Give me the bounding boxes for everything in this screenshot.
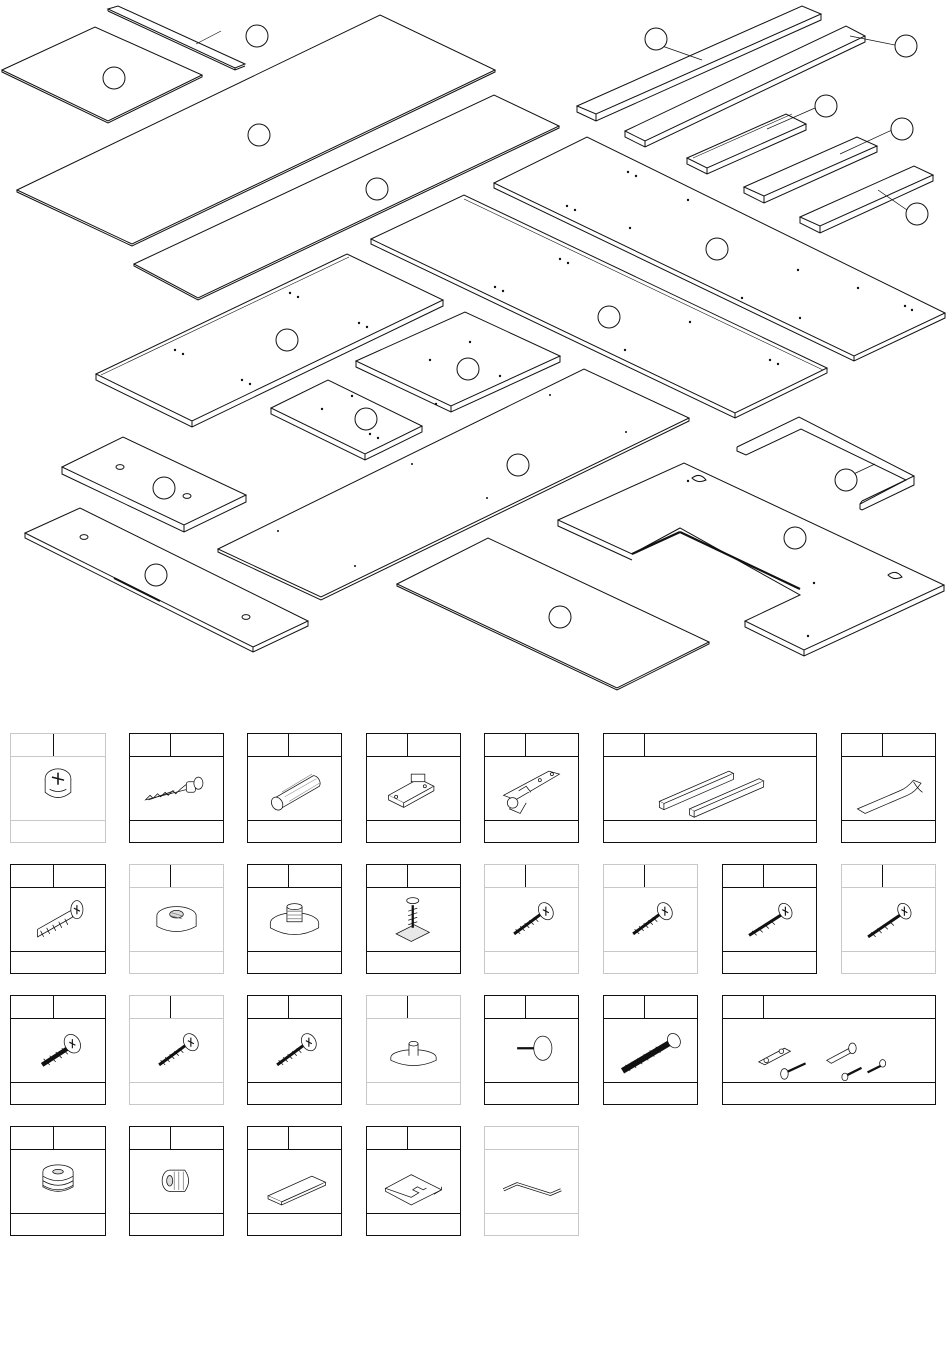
callout-panel-05 bbox=[645, 28, 667, 50]
panel-side-left bbox=[96, 254, 443, 427]
hardware-item-13 bbox=[603, 864, 698, 974]
hardware-code-cell bbox=[485, 996, 578, 1019]
hardware-item-4 bbox=[366, 733, 461, 843]
hardware-code-cell bbox=[723, 865, 816, 888]
hardware-qty-cell bbox=[11, 1213, 105, 1235]
hardware-qty-cell bbox=[485, 1082, 578, 1104]
wall-anchor-kit-icon bbox=[723, 1018, 935, 1083]
hardware-qty-cell bbox=[11, 820, 105, 842]
cam-lock-icon bbox=[11, 756, 105, 821]
hardware-item-6 bbox=[603, 733, 817, 843]
cabinet-hinge-icon bbox=[485, 756, 578, 821]
hardware-item-17 bbox=[129, 995, 224, 1105]
hardware-item-14 bbox=[722, 864, 817, 974]
hardware-qty-cell bbox=[130, 951, 223, 973]
hardware-item-15 bbox=[841, 864, 936, 974]
hardware-code-cell bbox=[842, 865, 935, 888]
hardware-qty-cell bbox=[248, 820, 341, 842]
hardware-qty-cell bbox=[604, 1082, 697, 1104]
callout-panel-03 bbox=[248, 124, 270, 146]
insert-nut-icon bbox=[130, 1149, 223, 1214]
hardware-qty-cell bbox=[248, 1082, 341, 1104]
hardware-item-21 bbox=[603, 995, 698, 1105]
hardware-code-cell bbox=[367, 996, 460, 1019]
hardware-item-26 bbox=[366, 1126, 461, 1236]
hardware-code-cell bbox=[130, 996, 223, 1019]
hardware-code-cell bbox=[248, 865, 341, 888]
hardware-qty-cell bbox=[130, 820, 223, 842]
hardware-qty-cell bbox=[485, 1213, 578, 1235]
hardware-code-cell bbox=[485, 865, 578, 888]
hardware-item-20 bbox=[484, 995, 579, 1105]
hardware-code-cell bbox=[248, 734, 341, 757]
hardware-item-22 bbox=[722, 995, 936, 1105]
panel-shelf-small bbox=[271, 380, 422, 460]
hardware-code-cell bbox=[11, 865, 105, 888]
hardware-code-cell bbox=[130, 734, 223, 757]
cam-bolt-icon bbox=[130, 756, 223, 821]
hardware-code-cell bbox=[604, 734, 816, 757]
hardware-code-cell bbox=[248, 996, 341, 1019]
hardware-item-2 bbox=[129, 733, 224, 843]
hardware-code-cell bbox=[485, 734, 578, 757]
hex-key-icon bbox=[485, 1149, 578, 1214]
hardware-item-23 bbox=[10, 1126, 106, 1236]
hardware-qty-cell bbox=[842, 951, 935, 973]
hardware-item-9 bbox=[129, 864, 224, 974]
hardware-code-cell bbox=[485, 1127, 578, 1150]
callout-panel-01 bbox=[246, 25, 268, 47]
knob-icon bbox=[485, 1018, 578, 1083]
callout-panel-06 bbox=[895, 35, 917, 57]
flat-head-screw-icon bbox=[723, 887, 816, 952]
hardware-qty-cell bbox=[723, 1082, 935, 1104]
callout-panel-10 bbox=[706, 238, 728, 260]
hardware-qty-cell bbox=[842, 820, 935, 842]
short-flat-head-screw-icon bbox=[11, 1018, 105, 1083]
hardware-qty-cell bbox=[485, 820, 578, 842]
callout-panel-17 bbox=[507, 454, 529, 476]
hardware-code-cell bbox=[604, 996, 697, 1019]
callout-panel-14 bbox=[355, 408, 377, 430]
hardware-code-cell bbox=[604, 865, 697, 888]
panel-corner-brace bbox=[737, 417, 914, 510]
hardware-code-cell bbox=[11, 1127, 105, 1150]
hardware-code-cell bbox=[130, 865, 223, 888]
hardware-item-8 bbox=[10, 864, 106, 974]
hardware-qty-cell bbox=[248, 951, 341, 973]
callout-panel-12 bbox=[276, 329, 298, 351]
hardware-code-cell bbox=[367, 734, 460, 757]
hinge-plate-icon bbox=[367, 756, 460, 821]
pan-head-screw-icon bbox=[485, 887, 578, 952]
hardware-item-3 bbox=[247, 733, 342, 843]
callout-panel-15 bbox=[153, 477, 175, 499]
callout-panel-02 bbox=[103, 67, 125, 89]
hardware-qty-cell bbox=[604, 951, 697, 973]
hardware-item-11 bbox=[366, 864, 461, 974]
screw-with-pad-icon bbox=[367, 887, 460, 952]
hardware-qty-cell bbox=[367, 820, 460, 842]
hardware-code-cell bbox=[723, 996, 935, 1019]
callout-panel-11 bbox=[598, 306, 620, 328]
hardware-code-cell bbox=[11, 996, 105, 1019]
callout-panel-19 bbox=[784, 527, 806, 549]
hardware-qty-cell bbox=[367, 1082, 460, 1104]
hardware-qty-cell bbox=[485, 951, 578, 973]
hardware-qty-cell bbox=[11, 1082, 105, 1104]
hardware-code-cell bbox=[248, 1127, 341, 1150]
hardware-qty-cell bbox=[248, 1213, 341, 1235]
callout-panel-16 bbox=[145, 564, 167, 586]
callout-panel-04 bbox=[366, 178, 388, 200]
hardware-code-cell bbox=[11, 734, 105, 757]
long-screw-icon bbox=[604, 1018, 697, 1083]
hardware-qty-cell bbox=[723, 951, 816, 973]
hardware-qty-cell bbox=[604, 820, 816, 842]
hardware-item-5 bbox=[484, 733, 579, 843]
callout-panel-08 bbox=[891, 118, 913, 140]
shelf-bracket-icon bbox=[367, 1149, 460, 1214]
hardware-item-19 bbox=[366, 995, 461, 1105]
hardware-code-cell bbox=[842, 734, 935, 757]
hardware-item-16 bbox=[10, 995, 106, 1105]
drawer-slide-icon bbox=[604, 756, 816, 821]
hardware-code-cell bbox=[130, 1127, 223, 1150]
hardware-qty-cell bbox=[367, 1213, 460, 1235]
pan-head-screw-icon bbox=[130, 1018, 223, 1083]
hardware-item-1 bbox=[10, 733, 106, 843]
hardware-item-27 bbox=[484, 1126, 579, 1236]
callout-panel-13 bbox=[457, 358, 479, 380]
wood-dowel-icon bbox=[248, 756, 341, 821]
pan-head-screw-icon bbox=[604, 887, 697, 952]
countersunk-screw-icon bbox=[842, 887, 935, 952]
hardware-item-24 bbox=[129, 1126, 224, 1236]
pan-head-screw-icon bbox=[248, 1018, 341, 1083]
hardware-code-cell bbox=[367, 865, 460, 888]
callout-panel-07 bbox=[815, 95, 837, 117]
callout-panel-09 bbox=[906, 203, 928, 225]
hardware-item-10 bbox=[247, 864, 342, 974]
panel-back-small bbox=[2, 27, 202, 123]
hardware-qty-cell bbox=[367, 951, 460, 973]
hardware-item-7 bbox=[841, 733, 936, 843]
connector-bolt-icon bbox=[11, 887, 105, 952]
hardware-qty-cell bbox=[11, 951, 105, 973]
callout-panel-20 bbox=[835, 469, 857, 491]
adjustable-foot-icon bbox=[248, 887, 341, 952]
hardware-item-12 bbox=[484, 864, 579, 974]
callout-panel-18 bbox=[549, 606, 571, 628]
hardware-item-25 bbox=[247, 1126, 342, 1236]
hardware-item-18 bbox=[247, 995, 342, 1105]
glide-pad-icon bbox=[367, 1018, 460, 1083]
hardware-qty-cell bbox=[130, 1213, 223, 1235]
edge-strip-icon bbox=[842, 756, 935, 821]
hardware-code-cell bbox=[367, 1127, 460, 1150]
hardware-qty-cell bbox=[130, 1082, 223, 1104]
threaded-cap-icon bbox=[130, 887, 223, 952]
flat-connector-icon bbox=[248, 1149, 341, 1214]
threaded-bushing-icon bbox=[11, 1149, 105, 1214]
